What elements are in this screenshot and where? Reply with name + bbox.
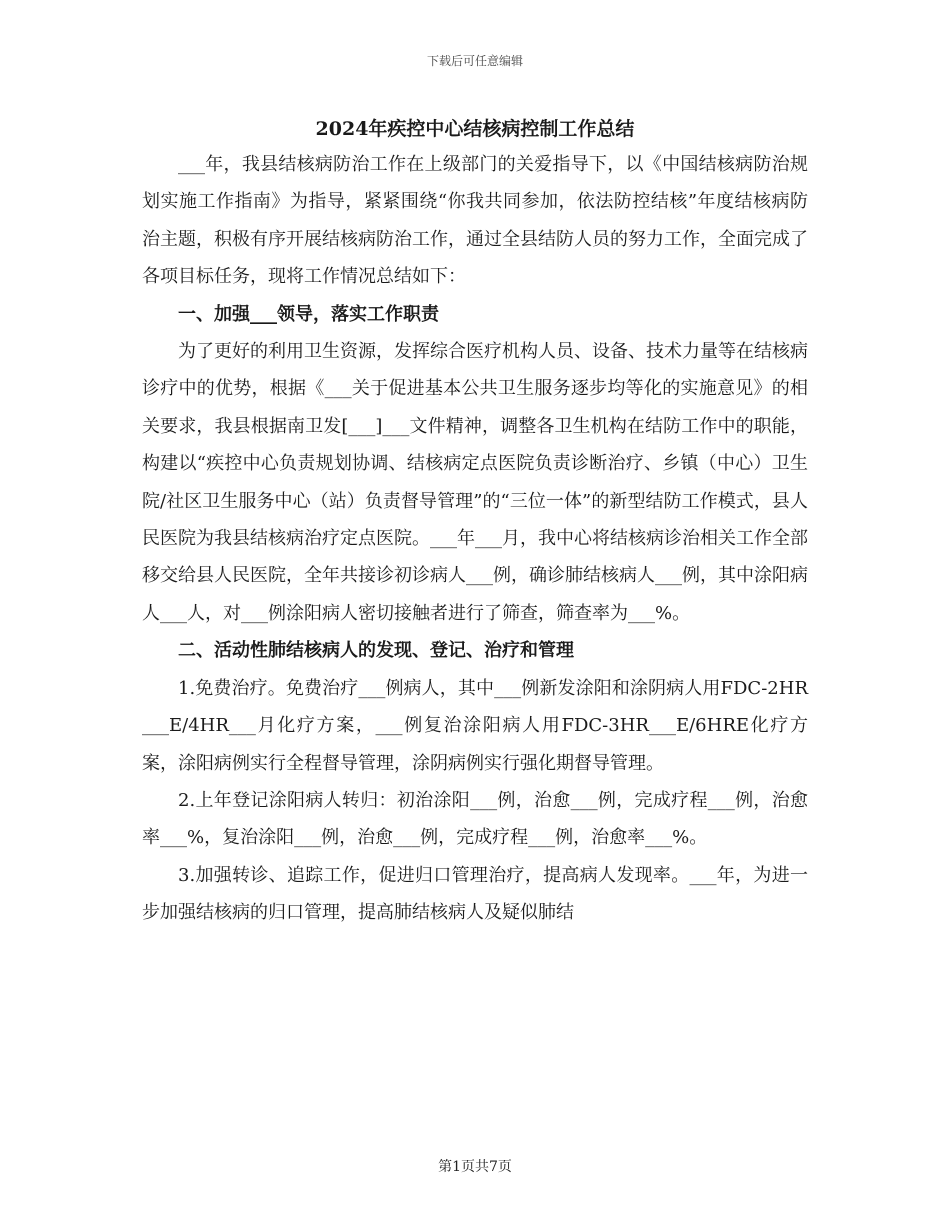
section-1-heading: 一、加强___领导，落实工作职责	[178, 303, 439, 325]
header-note: 下载后可任意编辑	[426, 54, 523, 68]
section-2-item-3: 3.加强转诊、追踪工作，促进归口管理治疗，提高病人发现率。___年，为进一步加强结核病的归口管理，提高肺结核病人及疑似肺结	[142, 864, 808, 924]
page-footer: 第1页共7页	[438, 1159, 512, 1175]
section-2-item-2: 2.上年登记涂阳病人转归：初治涂阳___例，治愈___例，完成疗程___例，治愈率___%，复治涂阳___例，治愈___例，完成疗程___例，治愈率___%。	[142, 789, 808, 849]
section-2-item-1: 1.免费治疗。免费治疗___例病人，其中___例新发涂阳和涂阴病人用FDC-2HR___E/4HR___月化疗方案，___例复治涂阳病人用FDC-3HR___E/6HRE化疗方案，涂阳病例实行全程督导管理，涂阴病例实行强化期督导管理。	[142, 677, 808, 774]
section-2-heading: 二、活动性肺结核病人的发现、登记、治疗和管理	[178, 640, 574, 662]
intro-paragraph: ___年，我县结核病防治工作在上级部门的关爱指导下，以《中国结核病防治规划实施工作指南》为指导，紧紧围绕“你我共同参加，依法防控结核”年度结核病防治主题，积极有序开展结核病防治工作，通过全县结防人员的努力工作，全面完成了各项目标任务，现将工作情况总结如下：	[142, 154, 808, 288]
document-title: 2024年疾控中心结核病控制工作总结	[315, 118, 635, 140]
document-body	[142, 112, 808, 932]
section-1-paragraph: 为了更好的利用卫生资源，发挥综合医疗机构人员、设备、技术力量等在结核病诊疗中的优势，根据《___关于促进基本公共卫生服务逐步均等化的实施意见》的相关要求，我县根据南卫发[___]___文件精神，调整各卫生机构在结防工作中的职能，构建以“疾控中心负责规划协调、结核病定点医院负责诊断治疗、乡镇（中心）卫生院/社区卫生服务中心（站）负责督导管理”的“三位一体”的新型结防工作模式，县人民医院为我县结核病治疗定点医院。___年___月，我中心将结核病诊治相关工作全部移交给县人民医院，全年共接诊初诊病人___例，确诊肺结核病人___例，其中涂阳病人___人，对___例涂阳病人密切接触者进行了筛查，筛查率为___%。	[142, 341, 808, 624]
